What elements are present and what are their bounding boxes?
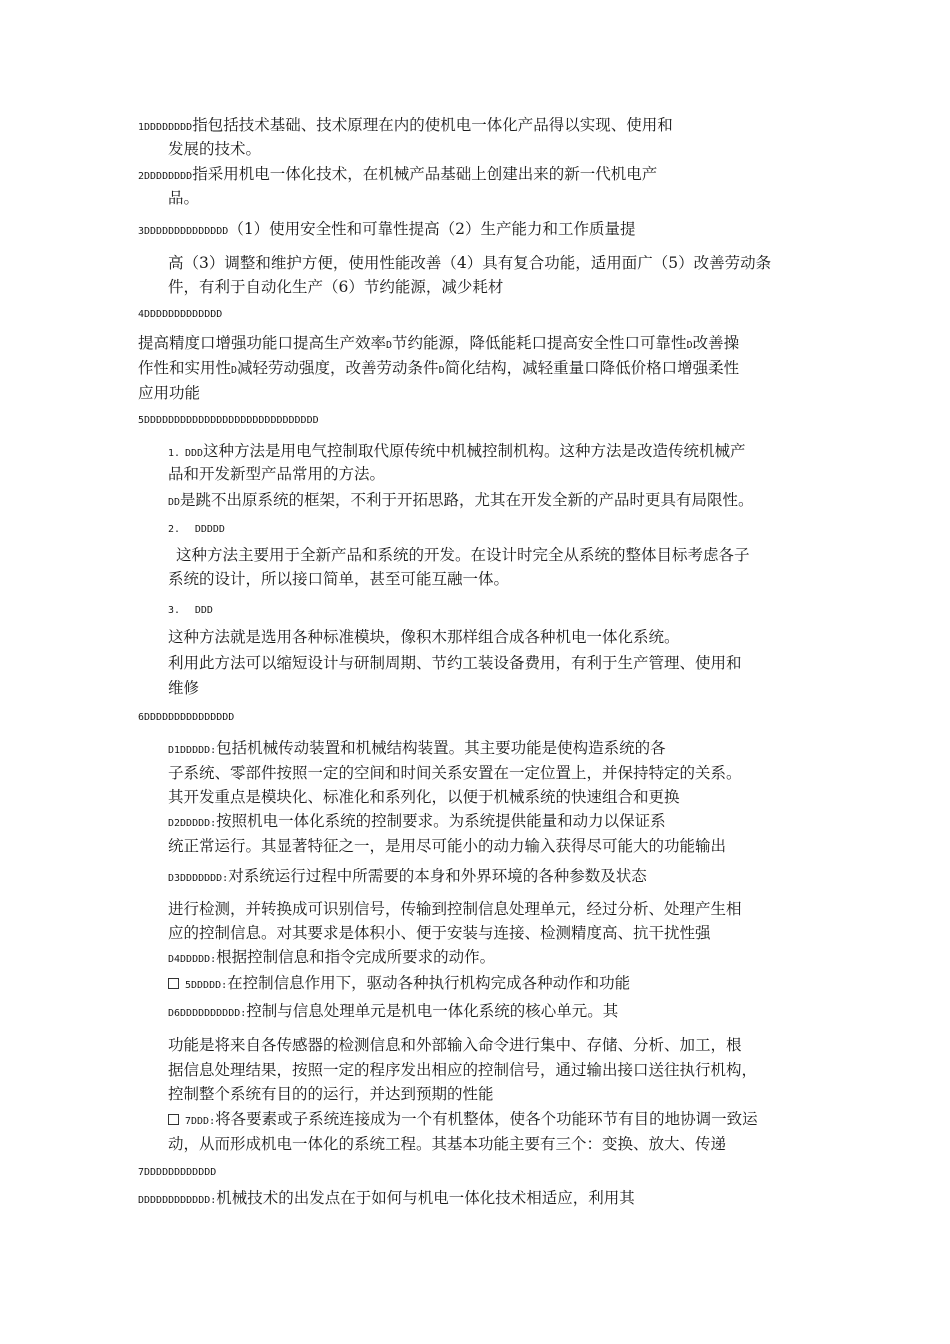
q6-d7-label: 7DDD: [185,1116,216,1127]
q2-text-1: 指采用机电一体化技术，在机械产品基础上创建出来的新一代机电产 [192,165,658,183]
q5-label: 5DDDDDDDDDDDDDDDDDDDDDDDDDDDDD [138,415,319,426]
q5-method-2-line-2: 系统的设计，所以接口简单，甚至可能互融一体。 [168,570,510,588]
q4-line-1 [138,332,739,357]
q6-d3-line-3: 应的控制信息。对其要求是体积小、便于安装与连接、检测精度高、抗干扰性强 [168,924,711,942]
q7-label: 7DDDDDDDDDDDD [138,1167,217,1178]
q1-text-1: 指包括技术基础、技术原理在内的使机电一体化产品得以实现、使用和 [192,116,673,134]
q5-method-1-number: 1. [168,448,181,459]
q4-line-2 [138,357,739,382]
q1-line-1 [138,114,673,139]
q6-d1-label: D1DDDDD: [168,745,217,756]
q7-sub-label: DDDDDDDDDDDD: [138,1195,217,1206]
q5-method-1-line-3 [168,489,754,514]
q5-method-1-text-1: 这种方法是用电气控制取代原传统中机械控制机构。这种方法是改造传统机械产 [203,442,746,460]
checkbox-icon [168,1114,179,1125]
q6-d2-line-2: 统正常运行。其显著特征之一，是用尽可能小的动力输入获得尽可能大的功能输出 [168,837,727,855]
q6-d7-line-2: 动，从而形成机电一体化的系统工程。其基本功能主要有三个：变换、放大、传递 [168,1135,727,1153]
q5-method-1-line-1 [168,440,746,465]
q4-text-2c: 简化结构，减轻重量口降低价格口增强柔性 [444,359,740,377]
q3-line-2: 高（3）调整和维护方便，使用性能改善（4）具有复合功能，适用面广（5）改善劳动条 [168,254,772,272]
q6-label: 6DDDDDDDDDDDDDDD [138,712,235,723]
q3-line-1 [138,218,636,243]
q5-method-3-number: 3. [168,605,181,616]
q6-d3-line-1 [168,865,647,890]
q5-method-1-dd: DD [168,497,181,508]
q6-d5-line-1 [168,972,630,997]
q2-label: 2DDDDDDDD [138,171,193,182]
q4-label: 4DDDDDDDDDDDDD [138,309,223,320]
q5-method-1-line-2: 品和开发新型产品常用的方法。 [168,465,386,483]
q6-d5-label: 5DDDDD: [185,980,228,991]
q4-text-2a: 作性和实用性 [138,359,232,377]
q2-line-2: 品。 [168,189,200,207]
q6-d7-line-1 [168,1108,758,1133]
q6-d3-line-2: 进行检测，并转换成可识别信号，传输到控制信息处理单元，经过分析、处理产生相 [168,900,742,918]
q7-text-1: 机械技术的出发点在于如何与机电一体化技术相适应，利用其 [216,1189,635,1207]
q4-text-1c: 改善操 [692,334,740,352]
q5-method-2-label: DDDDD [194,524,225,535]
q5-method-2-heading [168,516,225,541]
q4-text-1a: 提高精度口增强功能口提高生产效率 [138,334,387,352]
q6-d6-text-1: 控制与信息处理单元是机电一体化系统的核心单元。其 [246,1002,619,1020]
q6-d2-text-1: 按照机电一体化系统的控制要求。为系统提供能量和动力以保证系 [216,812,666,830]
q6-d6-line-1 [168,1000,618,1025]
q4-text-1b: 节约能源，降低能耗口提高安全性口可靠性 [392,334,687,352]
q4-line-3: 应用功能 [138,384,201,402]
q6-d1-line-3: 其开发重点是模块化、标准化和系列化，以便于机械系统的快速组合和更换 [168,788,680,806]
q6-d1-line-1 [168,737,666,762]
q6-d3-label: D3DDDDDDD: [168,873,229,884]
q5-method-2-line-1: 这种方法主要用于全新产品和系统的开发。在设计时完全从系统的整体目标考虑各子 [176,546,750,564]
q3-line-3: 件，有利于自动化生产（6）节约能源，减少耗材 [168,278,504,296]
q6-d2-label: D2DDDDD: [168,818,217,829]
q5-method-3-label: DDD [194,605,213,616]
q5-method-1-label: DDD [184,448,204,459]
q5-method-3-heading [168,597,213,622]
q7-line-1 [138,1187,635,1212]
q3-label: 3DDDDDDDDDDDDDD [138,226,229,237]
q6-d6-line-3: 据信息处理结果，按照一定的程序发出相应的控制信号，通过输出接口送往执行机构， [168,1061,758,1079]
q6-d3-text-1: 对系统运行过程中所需要的本身和外界环境的各种参数及状态 [228,867,647,885]
q4-text-2b: 减轻劳动强度，改善劳动条件 [237,359,439,377]
q6-d6-label: D6DDDDDDDDDD: [168,1008,247,1019]
q6-d6-line-2: 功能是将来自各传感器的检测信息和外部输入命令进行集中、存储、分析、加工，根 [168,1036,742,1054]
q5-method-3-line-1: 这种方法就是选用各种标准模块，像积木那样组合成各种机电一体化系统。 [168,628,680,646]
q6-d5-text-1: 在控制信息作用下，驱动各种执行机构完成各种动作和功能 [227,974,631,992]
q5-method-3-line-3: 维修 [168,679,200,697]
q6-d7-text-1: 将各要素或子系统连接成为一个有机整体，使各个功能环节有目的地协调一致运 [215,1110,758,1128]
q5-method-1-text-3: 是跳不出原系统的框架，不利于开拓思路，尤其在开发全新的产品时更具有局限性。 [180,491,754,509]
q5-method-3-line-2: 利用此方法可以缩短设计与研制周期、节约工装设备费用，有利于生产管理、使用和 [168,654,742,672]
q6-d6-line-4: 控制整个系统有目的的运行，并达到预期的性能 [168,1085,494,1103]
q6-d2-line-1 [168,810,666,835]
q4-mark-1: D [386,340,393,351]
q3-text-1: （1）使用安全性和可靠性提高（2）生产能力和工作质量提 [228,220,636,238]
q6-d4-line-1 [168,946,495,971]
q4-mark-3: D [231,365,238,376]
q2-line-1 [138,163,657,188]
q4-mark-2: D [686,340,693,351]
q6-d1-text-1: 包括机械传动装置和机械结构装置。其主要功能是使构造系统的各 [216,739,666,757]
q5-method-2-number: 2. [168,524,181,535]
q4-mark-4: D [438,365,445,376]
q1-label: 1DDDDDDDD [138,122,193,133]
q1-line-2: 发展的技术。 [168,140,262,158]
checkbox-icon [168,978,179,989]
q6-d4-label: D4DDDDD: [168,954,217,965]
q6-d4-text-1: 根据控制信息和指令完成所要求的动作。 [216,948,496,966]
q6-d1-line-2: 子系统、零部件按照一定的空间和时间关系安置在一定位置上，并保持特定的关系。 [168,764,742,782]
